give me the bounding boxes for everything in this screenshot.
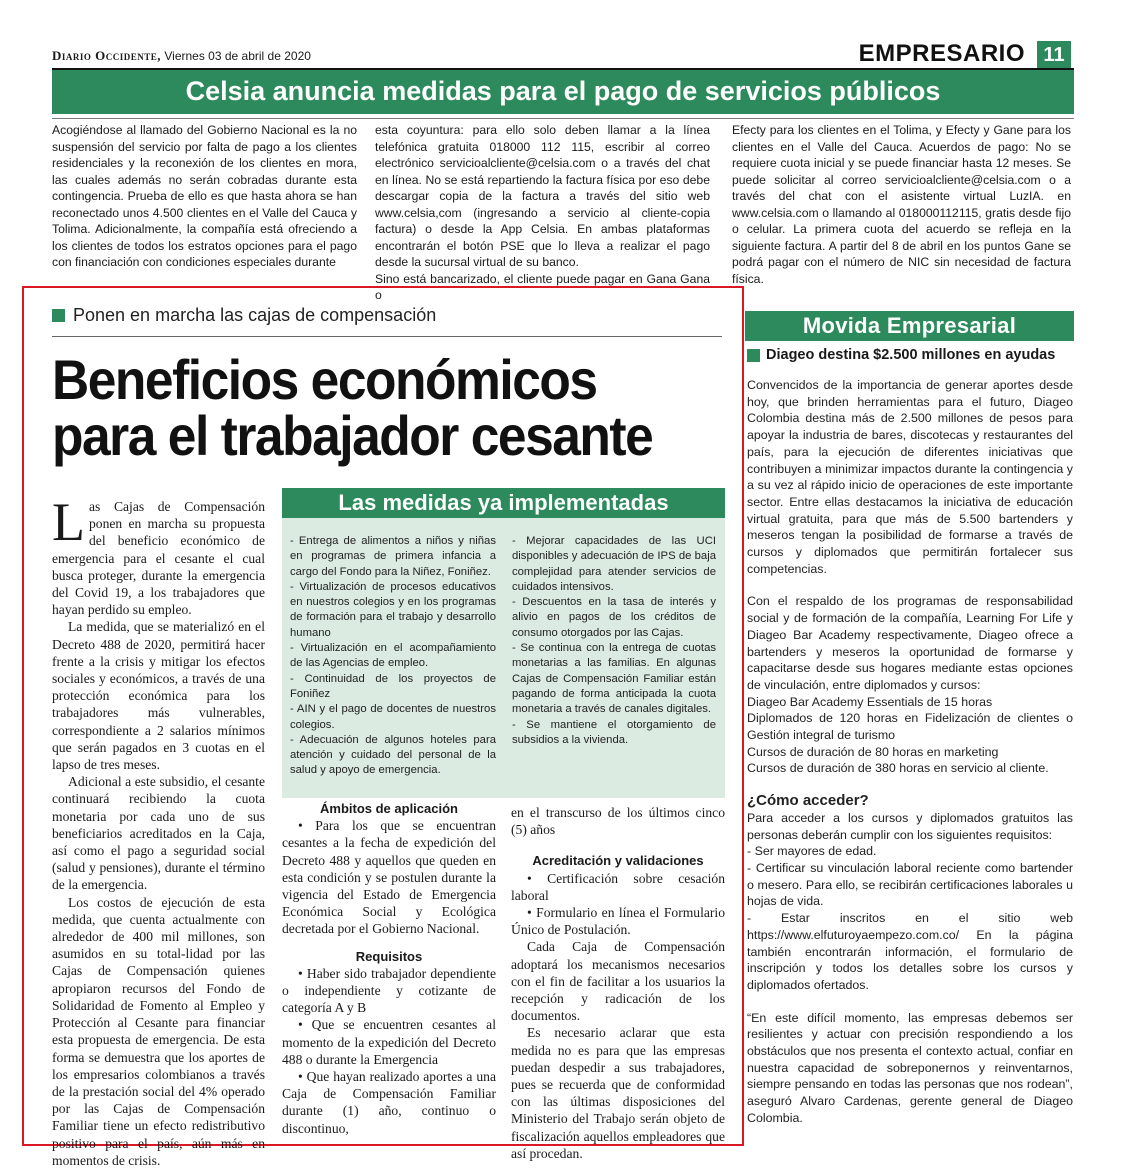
sidebar-body <box>747 377 1073 1127</box>
article-kicker <box>52 305 436 326</box>
sidebar-paragraph: Para acceder a los cursos y diplomados gratuitos las personas deberán cumplir con los siguientes requisitos: <box>747 810 1073 842</box>
box-item: - Mejorar capacidades de las UCI disponibles y adecuación de IPS de baja complejidad para atender servicios de cuidados intensivos. <box>512 535 716 593</box>
sidebar-list-item: - Ser mayores de edad. <box>747 844 877 859</box>
box-column-right <box>512 534 716 748</box>
box-item: - Se mantiene el otorgamiento de subsidios a la vivienda. <box>512 718 716 746</box>
body-paragraph: • Que se encuentren cesantes al momento de la expedición del Decreto 488 o durante la Emergencia <box>282 1017 496 1067</box>
top-story-column-1 <box>52 122 357 271</box>
box-column-left <box>290 534 496 779</box>
sidebar-subtitle-text: Diageo destina $2.500 millones en ayudas <box>766 347 1056 363</box>
box-item: - Entrega de alimentos a niños y niñas en programas de primera infancia a cargo del Fondo para la Niñez, Foniñez. <box>290 535 496 578</box>
page-header-left <box>52 48 311 64</box>
article-column-1 <box>52 492 265 1169</box>
sidebar-list-item: Cursos de duración de 380 horas en servicio al cliente. <box>747 761 1049 776</box>
body-paragraph: • Haber sido trabajador dependiente o independiente y cotizante de categoría A y B <box>282 965 496 1016</box>
kicker-rule <box>52 336 722 337</box>
body-paragraph: La medida, que se materializó en el Decreto 488 de 2020, permitirá hacer frente a la crisis y mitigar los efectos sociales y económicos, a través de una protección económica para los trabajadores más vulnerables, correspondiente a 2 salarios mínimos que serán pagados en 3 cuotas en el lapso de tres meses. <box>52 619 265 773</box>
subhead-acreditacion: Acreditación y validaciones <box>532 853 704 869</box>
banner-rule <box>52 118 1074 119</box>
body-paragraph: • Certificación sobre cesación laboral <box>511 870 725 903</box>
sidebar-question-heading: ¿Cómo acceder? <box>747 792 869 810</box>
lead-text: as Cajas de Compensación ponen en marcha su propuesta del beneficio económico de emergencia para el cesante el cual busca proteger, durante la emergencia del Covid 19, a los trabajadores que hayan perdido su empleo. <box>52 499 265 618</box>
sidebar-list-item: Cursos de duración de 80 horas en marketing <box>747 744 999 759</box>
top-story-text: Acogiéndose al llamado del Gobierno Nacional es la no suspensión del servicio por falta de pago a los clientes residenciales y la reconexión de los clientes en mora, las cuales además no serán cobradas durante esta contingencia. Prueba de ello es que hasta ahora se han reconectado unos 4.500 clientes en el Valle del Cauca y Tolima. Adicionalmente, la compañía está ofreciendo a los clientes de todos los estratos opciones para el pago con financiación con condiciones especiales durante <box>52 123 357 269</box>
box-title: Las medidas ya implementadas <box>282 488 725 518</box>
top-story-column-3 <box>732 122 1071 287</box>
box-item: - Descuentos en la tasa de interés y alivio en pagos de los créditos de consumo otorgados por las Cajas. <box>512 596 716 639</box>
box-item: - Virtualización en el acompañamiento de las Agencias de empleo. <box>290 642 496 670</box>
body-paragraph: • Formulario en línea el Formulario Único de Postulación. <box>511 905 725 938</box>
article-column-3 <box>511 804 725 1162</box>
article-column-2 <box>282 800 496 1137</box>
box-item: - Se continua con la entrega de cuotas monetarias a las familias. En algunas Cajas de Compensación Familiar están pagando de forma anticipada la cuota monetaria a través de canales digitales. <box>512 642 716 716</box>
sidebar-quote: “En este difícil momento, las empresas debemos ser resilientes y actuar con precisión respondiendo a los obstáculos que nos presenta el contexto actual, confiar en nuestra capacidad de sobreponernos y reinventarnos, siempre pensando en todas las personas que nos rodean”, aseguró Alvaro Cardenas, gerente general de Diageo Colombia. <box>747 1010 1073 1125</box>
sidebar-list-item: - Certificar su vinculación laboral reciente como bartender o mesero. Para ello, se recibirán certificaciones laborales u hojas de vida. <box>747 860 1073 909</box>
subhead-ambitos: Ámbitos de aplicación <box>320 801 458 816</box>
top-story-column-2 <box>375 122 710 304</box>
subhead-requisitos: Requisitos <box>355 948 423 964</box>
box-item: - Continuidad de los proyectos de Foniñez <box>290 672 496 700</box>
body-paragraph: Cada Caja de Compensación adoptará los mecanismos necesarios con el fin de facilitar a los usuarios la recepción y radicación de los documentos. <box>511 939 725 1024</box>
body-paragraph: • Para los que se encuentran cesantes a la fecha de expedición del Decreto 488 y aquellos que queden en esta condición y se postulen durante la vigencia del Estado de Emergencia Económica Social y Ecológica decretada por el Gobierno Nacional. <box>282 818 496 937</box>
drop-cap: L <box>52 492 85 552</box>
headline-line-2: para el trabajador cesante <box>52 404 653 467</box>
square-bullet-icon <box>52 309 65 322</box>
sidebar-subtitle <box>747 347 1055 363</box>
square-bullet-icon <box>747 349 760 362</box>
sidebar-paragraph: Con el respaldo de los programas de responsabilidad social y de formación de la compañía, Learning For Life y Diageo Bar Academy respectivamente, Diageo ofrece a bartenders y meseros la oportunidad de formarse y capacitarse desde sus hogares mediante estas opciones de vinculación, entre diplomados y cursos: <box>747 594 1073 692</box>
article-headline <box>52 348 687 467</box>
lead-paragraph <box>52 492 265 618</box>
section-name: EMPRESARIO <box>858 40 1025 67</box>
body-paragraph: Es necesario aclarar que esta medida no es para que las empresas puedan despedir a sus trabajadores, pues se recuerda que de conformidad con las últimas disposiciones del Ministerio del Trabajo serán objeto de fiscalización aquellos empleadores que así procedan. <box>511 1025 725 1161</box>
body-paragraph: Adicional a este subsidio, el cesante continuará recibiendo la cuota monetaria por cada uno de sus beneficiarios acreditados en la Caja, así como el pago a seguridad social (salud y pensiones), durante el término de la emergencia. <box>52 774 265 893</box>
top-story-text: Sino está bancarizado, el cliente puede pagar en Gana Gana o <box>375 271 710 302</box>
sidebar-list-item: - Estar inscritos en el sitio web https://www.elfuturoyaempezo.com.co/ En la página también encontrarán información, el formulario de inscripción y todos los detalles sobre los cursos y diplomados ofertados. <box>747 911 1073 992</box>
headline-line-1: Beneficios económicos <box>52 348 597 411</box>
top-story-text: Efecty para los clientes en el Tolima, y Efecty y Gane para los clientes en el Valle del Cauca. Acuerdos de pago: No se requiere cuota inicial y se puede financiar hasta 12 meses. Se puede solicitar al correo servicioalcliente@celsia.com o a través del chat con el asistente virtual LuzIA. en www.celsia.com o llamando al 018000112115, gratis desde fijo o celular. La primera cuota del acuerdo se refleja en la siguiente factura. A partir del 8 de abril en los puntos Gane se podrá pagar con el número de NIC sin necesidad de factura física. <box>732 123 1071 286</box>
box-item: - Virtualización de procesos educativos en nuestros colegios y en los programas de formación para el trabajo y desarrollo humano <box>290 580 496 639</box>
sidebar-title: Movida Empresarial <box>745 311 1074 341</box>
sidebar-paragraph: Convencidos de la importancia de generar aportes desde hoy, que brinden herramientas para el futuro, Diageo Colombia destina más de 2.500 millones de pesos para apoyar la industria de bares, discotecas y restaurantes del país, para la ejecución de diferentes iniciativas que contribuyen a minimizar impactos durante la contingencia y a su vez al rápido inicio de operaciones de este importante sector. Entre ellas destacamos la iniciativa de educación virtual gratuita, para que más de 5.500 bartenders y meseros tengan la posibilidad de formarse a través de cursos y diplomados que permitirán fortalecer sus competencias. <box>747 378 1073 576</box>
sidebar-list-item: Diageo Bar Academy Essentials de 15 horas <box>747 694 993 709</box>
newspaper-name: Diario Occidente, <box>52 48 162 63</box>
body-paragraph: • Que hayan realizado aportes a una Caja de Compensación Familiar durante (1) año, continuo o discontinuo, <box>282 1069 496 1136</box>
body-paragraph: Los costos de ejecución de esta medida, que cuenta actualmente con alrededor de 400 mil millones, son asumidos en su total-lidad por las Cajas de Compensación quienes apropiaron recursos del Fondo de Solidaridad de Fomento al Empleo y Protección al Cesante para financiar esta propuesta de emergencia. De esta forma se demuestra que los aportes de los empresarios colombianos a través de la prestación social del 4% operado por las Cajas de Compensación Familiar tiene un efecto redistributivo positivo para el país, aún más en momentos de crisis. <box>52 894 265 1168</box>
body-paragraph: en el transcurso de los últimos cinco (5) años <box>511 805 725 838</box>
box-item: - AIN y el pago de docentes de nuestros colegios. <box>290 703 496 731</box>
sidebar-list-item: Diplomados de 120 horas en Fidelización de clientes o Gestión integral de turismo <box>747 711 1073 743</box>
page-number: 11 <box>1037 41 1071 69</box>
top-story-text: esta coyuntura: para ello solo deben llamar a la línea telefónica gratuita 018000 112 115, escribir al correo electrónico servicioalcliente@celsia.com o a través del chat en línea. No se está repartiendo la factura física por eso debe descargar copia de la factura a través del sitio web www.celsia,com (ingresando a servicio al cliente-copia factura) o desde la App Celsia. En ambas plataformas encontrarán el botón PSE que lo lleva a realizar el pago desde la sucursal virtual de su banco. <box>375 123 710 269</box>
kicker-text: Ponen en marcha las cajas de compensación <box>73 305 437 325</box>
issue-date: Viernes 03 de abril de 2020 <box>164 49 311 63</box>
top-story-banner: Celsia anuncia medidas para el pago de servicios públicos <box>52 70 1074 114</box>
box-item: - Adecuación de algunos hoteles para atención y cuidado del personal de la salud y apoyo de emergencia. <box>290 733 496 777</box>
